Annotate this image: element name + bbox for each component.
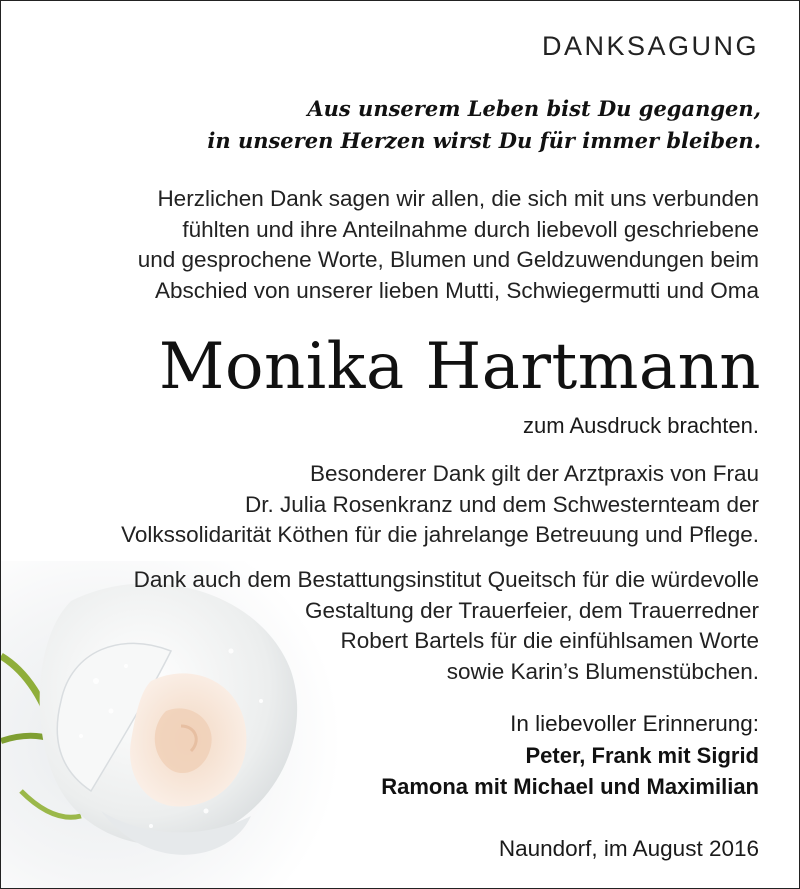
intro-paragraph: [138, 184, 759, 306]
paragraph-line: Robert Bartels für die einfühlsamen Worte: [340, 628, 759, 653]
after-name-text: zum Ausdruck brachten.: [522, 413, 759, 438]
motto-line: in unseren Herzen wirst Du für immer bleiben.: [207, 128, 761, 153]
place-date: Naundorf, im August 2016: [498, 836, 759, 861]
motto: [207, 93, 761, 157]
paragraph-line: Dank auch dem Bestattungsinstitut Queitsch für die würdevolle: [133, 567, 759, 592]
motto-line: Aus unserem Leben bist Du gegangen,: [307, 96, 761, 121]
thanks-paragraph-funeral: [134, 565, 759, 687]
page-title: DANKSAGUNG: [541, 31, 759, 61]
intro-line: fühlten und ihre Anteilnahme durch liebevoll geschriebene: [182, 216, 759, 242]
deceased-name: Monika Hartmann: [158, 330, 761, 404]
paragraph-line: sowie Karin’s Blumenstübchen.: [446, 658, 759, 684]
signatories: [381, 740, 759, 802]
intro-line: und gesprochene Worte, Blumen und Geldzuwendungen beim: [137, 247, 759, 272]
signatory-line: Peter, Frank mit Sigrid: [525, 743, 759, 768]
paragraph-line: Volkssolidarität Köthen für die jahrelange Betreuung und Pflege.: [121, 522, 759, 547]
intro-line: Abschied von unserer lieben Mutti, Schwiegermutti und Oma: [154, 277, 759, 303]
paragraph-line: Dr. Julia Rosenkranz und dem Schwesternteam der: [245, 491, 759, 517]
paragraph-line: Gestaltung der Trauerfeier, dem Trauerredner: [305, 597, 759, 623]
paragraph-line: Besonderer Dank gilt der Arztpraxis von Frau: [310, 461, 759, 486]
thanks-paragraph-doctors: [121, 459, 759, 551]
closing-text: In liebevoller Erinnerung:: [510, 711, 759, 736]
signatory-line: Ramona mit Michael und Maximilian: [381, 774, 759, 799]
intro-line: Herzlichen Dank sagen wir allen, die sich mit uns verbunden: [157, 186, 759, 211]
